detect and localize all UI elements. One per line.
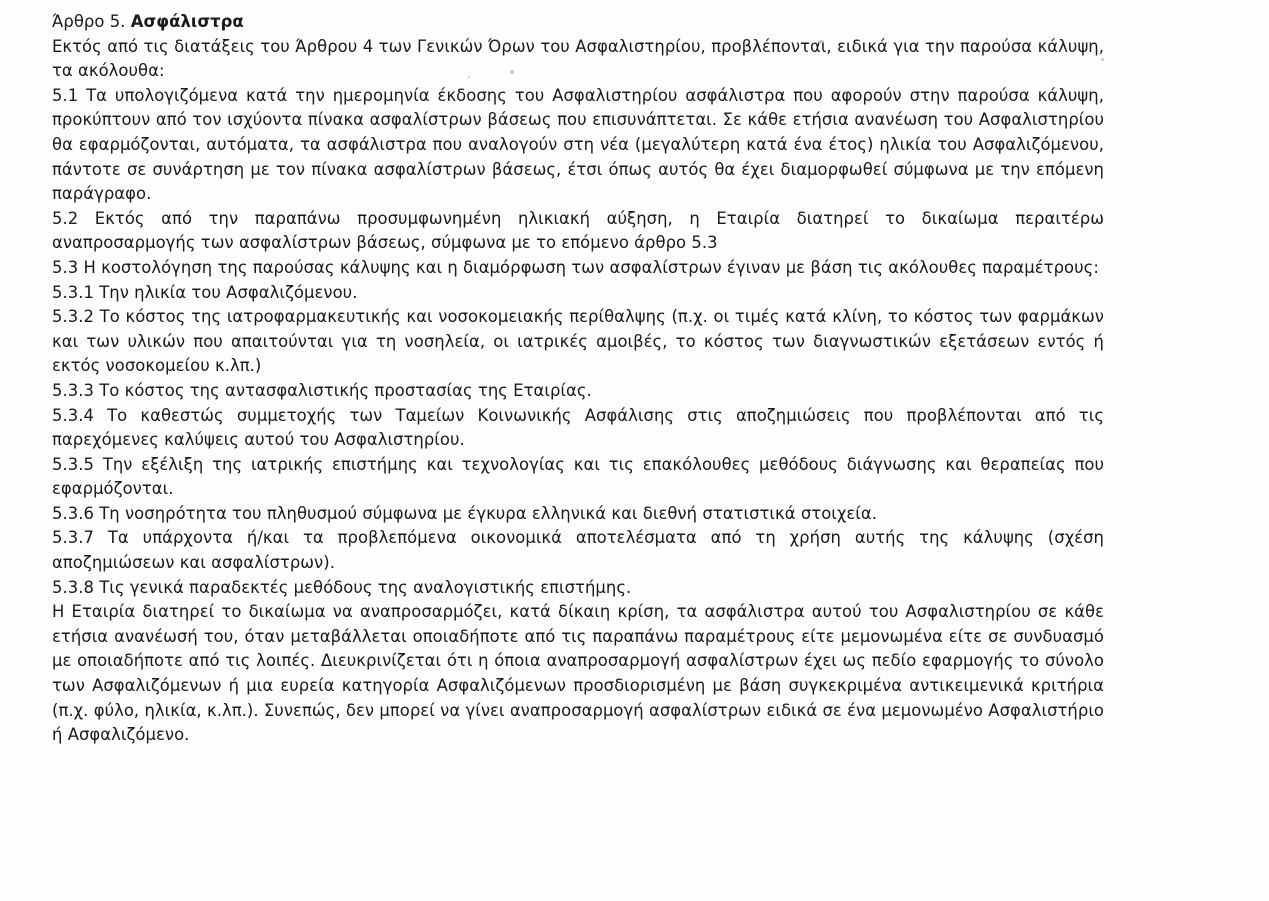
clause-5-3-3: 5.3.3 Το κόστος της αντασφαλιστικής προστασίας της Εταιρίας. <box>52 380 592 400</box>
document-body <box>52 10 1104 748</box>
article-prefix: Άρθρο 5. <box>52 12 131 31</box>
article-title: Ασφάλιστρα <box>130 12 244 31</box>
clause-5-3-4: 5.3.4 Το καθεστώς συμμετοχής των Ταμείων Κοινωνικής Ασφάλισης στις αποζημιώσεις που προβλέπονται από τις παρεχόμενες καλύψεις αυτού του Ασφαλιστηρίου. <box>52 405 1104 450</box>
clause-5-1: 5.1 Τα υπολογιζόμενα κατά την ημερομηνία έκδοσης του Ασφαλιστηρίου ασφάλιστρα που αφορούν στην παρούσα κάλυψη, προκύπτουν από τον ισχύοντα πίνακα ασφαλίστρων βάσεως που επισυνάπτεται. Σε κάθε ετήσια ανανέωση του Ασφαλιστηρίου θα εφαρμόζονται, αυτόματα, τα ασφάλιστρα που αναλογούν στη νέα (μεγαλύτερη κατά ένα έτος) ηλικία του Ασφαλιζόμενου, πάντοτε σε συνάρτηση με τον πίνακα ασφαλίστρων βάσεως, έτσι όπως αυτός θα έχει διαμορφωθεί σύμφωνα με την επόμενη παράγραφο. <box>52 85 1104 204</box>
clause-5-3-6: 5.3.6 Τη νοσηρότητα του πληθυσμού σύμφωνα με έγκυρα ελληνικά και διεθνή στατιστικά στοιχεία. <box>52 503 878 523</box>
clause-5-3-1: 5.3.1 Την ηλικία του Ασφαλιζόμενου. <box>52 282 358 302</box>
clause-5-3-5: 5.3.5 Την εξέλιξη της ιατρικής επιστήμης και τεχνολογίας και τις επακόλουθες μεθόδους διάγνωσης και θεραπείας που εφαρμόζονται. <box>52 454 1104 499</box>
clause-5-2: 5.2 Εκτός από την παραπάνω προσυμφωνημένη ηλικιακή αύξηση, η Εταιρία διατηρεί το δικαίωμα περαιτέρω αναπροσαρμογής των ασφαλίστρων βάσεως, σύμφωνα με το επόμενο άρθρο 5.3 <box>52 208 1104 253</box>
clause-5-3-8: 5.3.8 Τις γενικά παραδεκτές μεθόδους της αναλογιστικής επιστήμης. <box>52 577 632 597</box>
clause-5-3-2: 5.3.2 Το κόστος της ιατροφαρμακευτικής και νοσοκομειακής περίθαλψης (π.χ. οι τιμές κατά κλίνη, το κόστος των φαρμάκων και των υλικών που απαιτούνται για τη νοσηλεία, οι ιατρικές αμοιβές, το κόστος των διαγνωστικών εξετάσεων εντός ή εκτός νοσοκομείου κ.λπ.) <box>52 307 1104 376</box>
clause-5-3: 5.3 Η κοστολόγηση της παρούσας κάλυψης και η διαμόρφωση των ασφαλίστρων έγιναν με βάση τις ακόλουθες παραμέτρους: <box>52 257 1099 277</box>
article-heading <box>52 10 1104 35</box>
clause-5-3-7: 5.3.7 Τα υπάρχοντα ή/και τα προβλεπόμενα οικονομικά αποτελέσματα από τη χρήση αυτής της κάλυψης (σχέση αποζημιώσεων και ασφαλίστρων). <box>52 528 1104 573</box>
closing-paragraph: Η Εταιρία διατηρεί το δικαίωμα να αναπροσαρμόζει, κατά δίκαιη κρίση, τα ασφάλιστρα αυτού του Ασφαλιστηρίου σε κάθε ετήσια ανανέωσή του, όταν μεταβάλλεται οποιαδήποτε από τις παραπάνω παραμέτρους είτε μεμονωμένα είτε σε συνδυασμό με οποιαδήποτε από τις λοιπές. Διευκρινίζεται ότι η όποια αναπροσαρμογή ασφαλίστρων έχει ως πεδίο εφαρμογής το σύνολο των Ασφαλιζόμενων ή μια ευρεία κατηγορία Ασφαλιζόμενων προσδιορισμένη με βάση συγκεκριμένα αντικειμενικά κριτήρια (π.χ. φύλο, ηλικία, κ.λπ.). Συνεπώς, δεν μπορεί να γίνει αναπροσαρμογή ασφαλίστρων ειδικά σε ένα μεμονωμένο Ασφαλιστήριο ή Ασφαλιζόμενο. <box>52 602 1104 745</box>
intro-paragraph: Εκτός από τις διατάξεις του Άρθρου 4 των Γενικών Όρων του Ασφαλιστηρίου, προβλέπονται, ειδικά για την παρούσα κάλυψη, τα ακόλουθα: <box>52 36 1104 81</box>
